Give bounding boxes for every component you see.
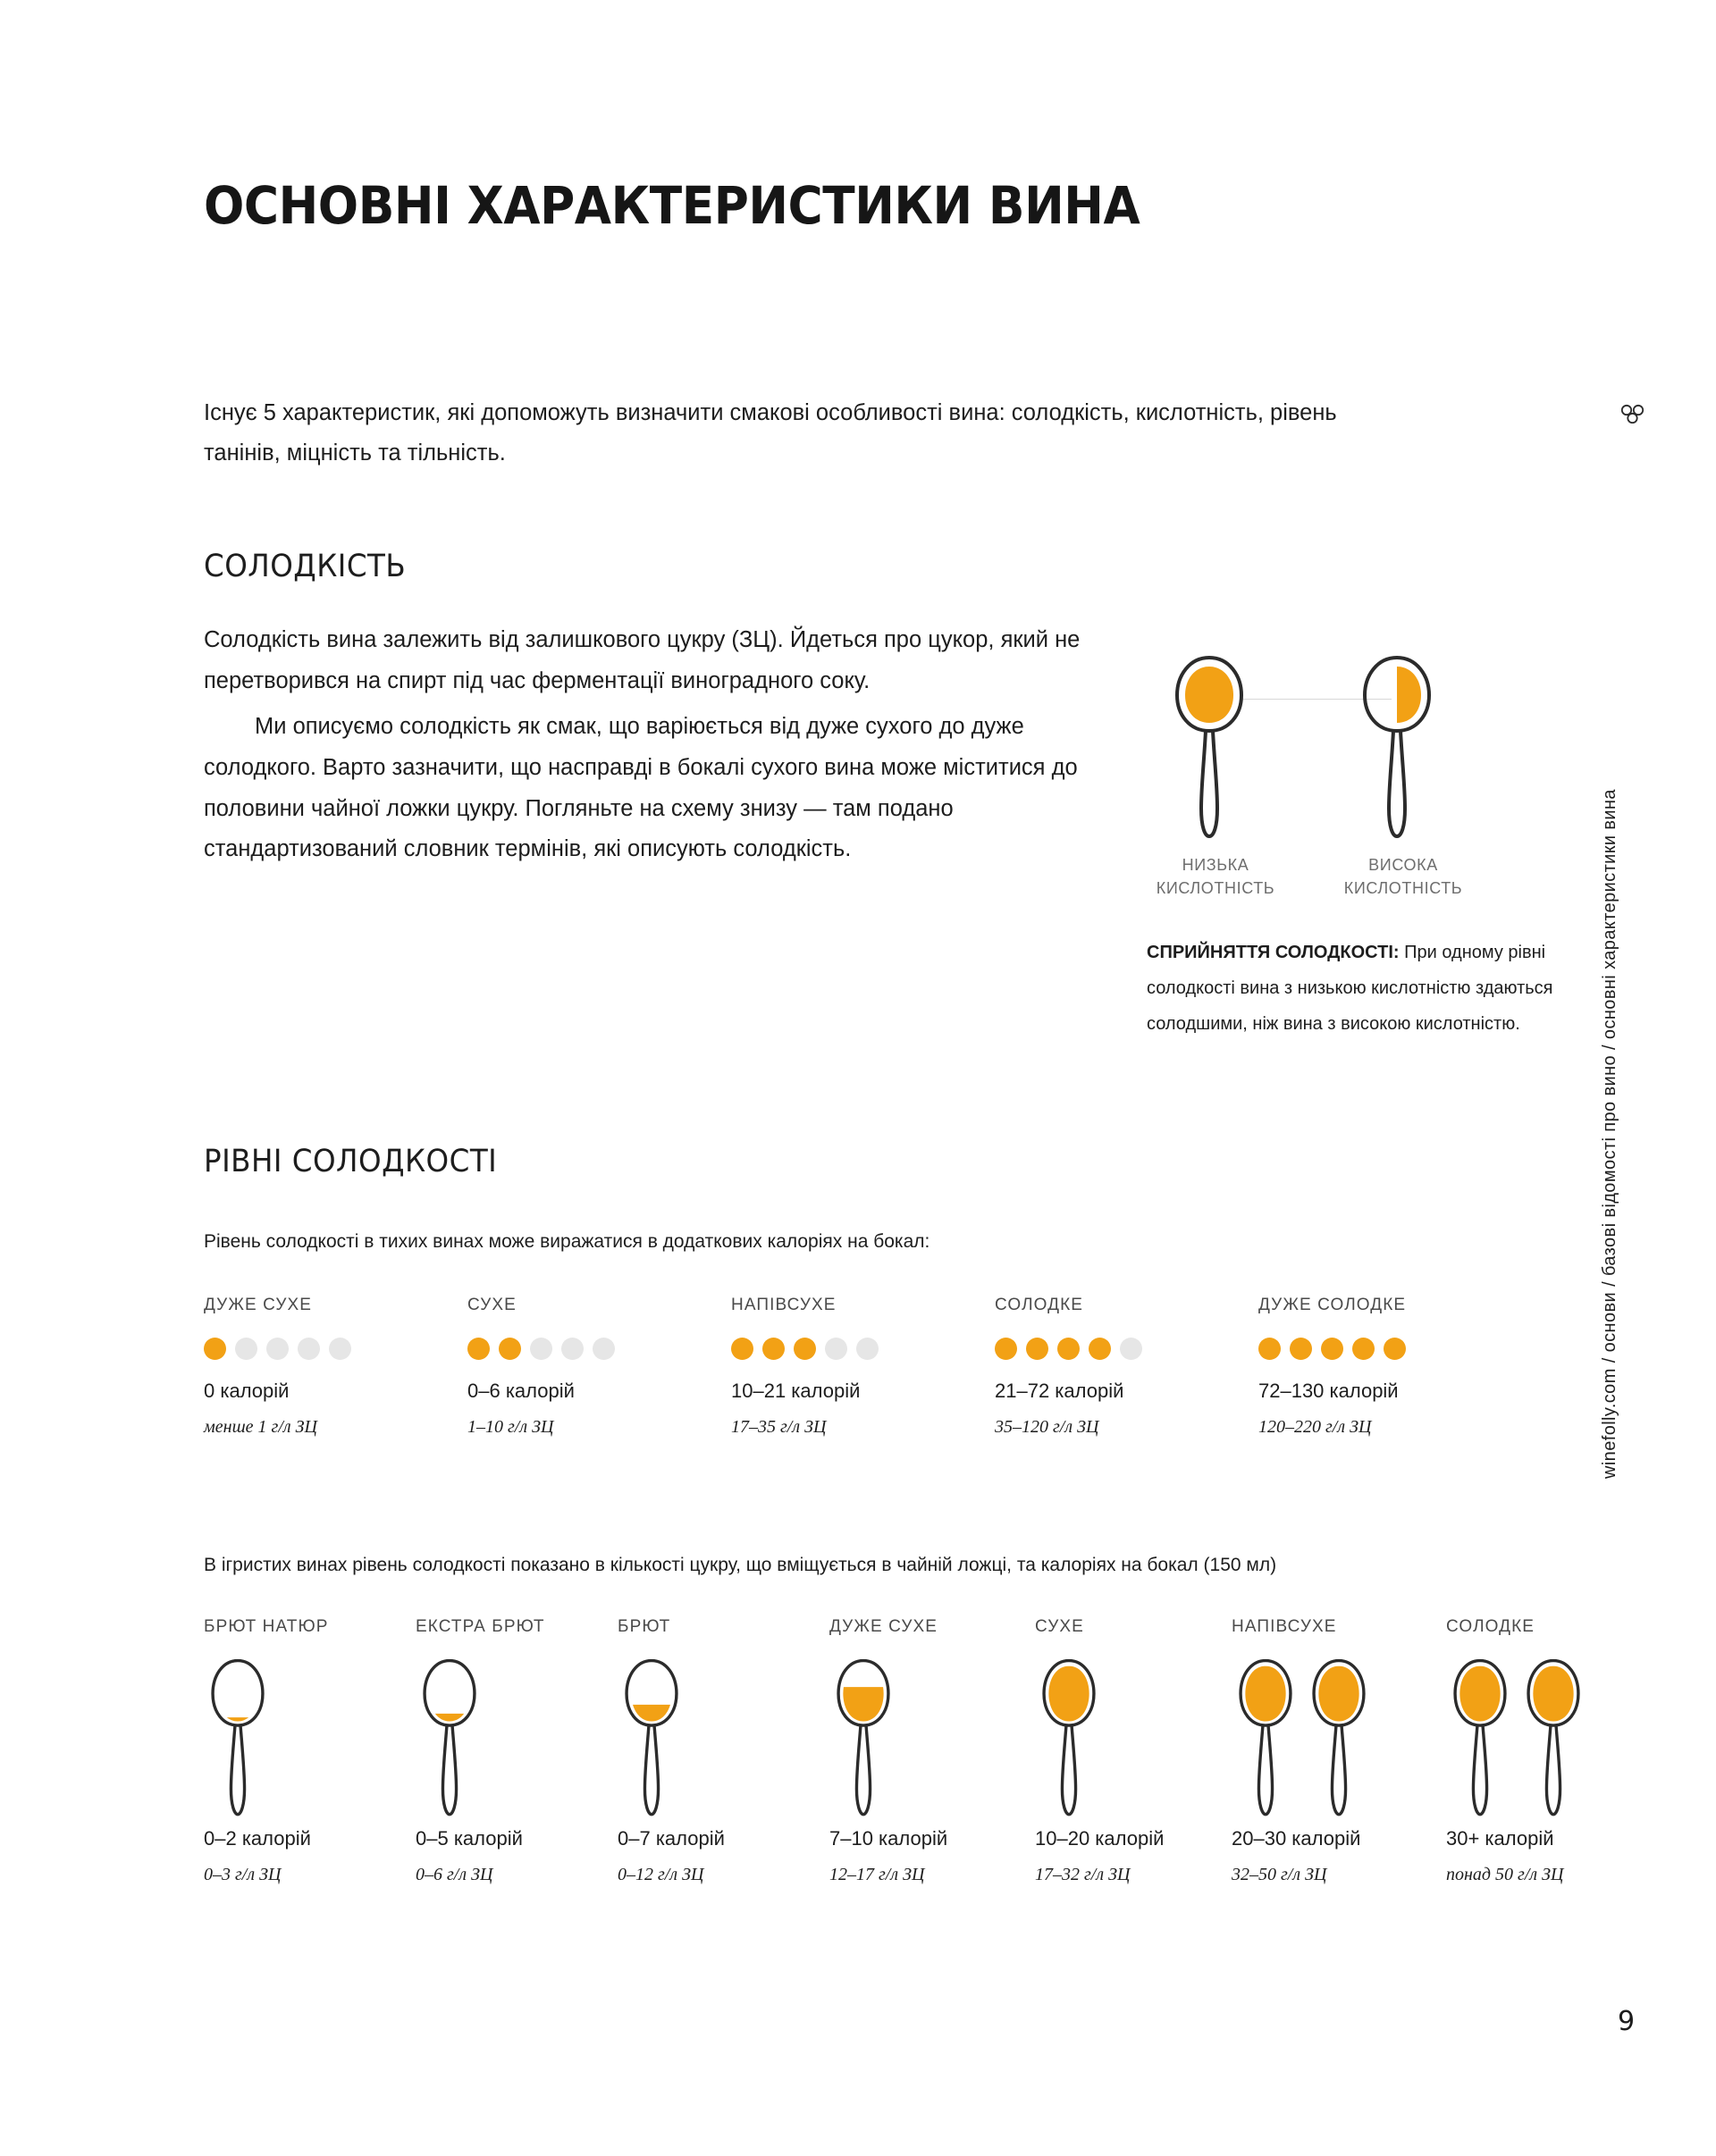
sweetness-dot <box>1258 1338 1281 1360</box>
acidity-label-high: ВИСОКА КИСЛОТНІСТЬ <box>1343 856 1463 898</box>
acidity-figure <box>1147 652 1495 911</box>
acidity-label-low: НИЗЬКА КИСЛОТНІСТЬ <box>1156 856 1275 898</box>
still-level-column <box>995 1296 1263 1438</box>
sweetness-dot <box>1352 1338 1375 1360</box>
sweetness-dot <box>762 1338 785 1360</box>
sparkling-residual-sugar-value: 17–32 г/л ЗЦ <box>1035 1865 1131 1884</box>
still-level-label: ДУЖЕ СОЛОДКЕ <box>1258 1296 1407 1314</box>
sweetness-dot <box>1384 1338 1406 1360</box>
still-level-label: СУХЕ <box>467 1296 517 1314</box>
sparkling-calories-value: 20–30 калорій <box>1232 1827 1361 1850</box>
sparkling-level-label: БРЮТ НАТЮР <box>204 1617 329 1636</box>
sweetness-dot <box>1290 1338 1312 1360</box>
sweetness-dot <box>235 1338 257 1360</box>
still-level-column <box>467 1296 736 1438</box>
sparkling-residual-sugar-value: 0–12 г/л ЗЦ <box>618 1865 704 1884</box>
still-level-label: ДУЖЕ СУХЕ <box>204 1296 313 1314</box>
intro-paragraph: Існує 5 характеристик, які допоможуть визначити смакові особливості вина: солодкість, кислотність, рівень танінів, міцність та тільність. <box>204 400 1337 466</box>
sweetness-dot <box>266 1338 289 1360</box>
page-number: 9 <box>1618 2006 1636 2037</box>
sweetness-dot <box>329 1338 351 1360</box>
sweetness-dot <box>593 1338 615 1360</box>
still-residual-sugar-value: 120–220 г/л ЗЦ <box>1258 1417 1372 1437</box>
sparkling-residual-sugar-value: понад 50 г/л ЗЦ <box>1446 1865 1564 1884</box>
sparkling-calories-value: 10–20 калорій <box>1035 1827 1165 1850</box>
acidity-caption <box>1147 935 1571 1042</box>
spoon-icon <box>1305 1657 1373 1822</box>
caption-body: При одному рівні солодкості вина з низькою кислотністю здаються солодшими, ніж вина з високою кислотністю. <box>1147 943 1553 1034</box>
heading-sweetness: СОЛОДКІСТЬ <box>204 549 407 584</box>
sparkling-level-column <box>416 1617 621 1885</box>
sparkling-calories-value: 0–7 калорій <box>618 1827 725 1850</box>
sweetness-dot <box>1057 1338 1080 1360</box>
sparkling-residual-sugar-value: 0–6 г/л ЗЦ <box>416 1865 493 1884</box>
spoon-icon <box>1035 1657 1103 1822</box>
still-level-column <box>204 1296 472 1438</box>
sweetness-dot-meter <box>1258 1338 1527 1360</box>
sparkling-level-label: ЕКСТРА БРЮТ <box>416 1617 545 1636</box>
sparkling-level-column <box>1035 1617 1241 1885</box>
sparkling-calories-value: 7–10 калорій <box>829 1827 948 1850</box>
sweetness-dot-meter <box>731 1338 999 1360</box>
spoon-icon <box>829 1657 897 1822</box>
winefolly-logo-icon <box>1619 404 1646 424</box>
spoon-icon <box>1232 1657 1300 1822</box>
sidebar-breadcrumb <box>1600 407 1620 1479</box>
sweetness-dot <box>530 1338 552 1360</box>
still-level-label: СОЛОДКЕ <box>995 1296 1084 1314</box>
sweetness-dot <box>467 1338 490 1360</box>
sweetness-dot-meter <box>204 1338 472 1360</box>
spoon-icon <box>416 1657 484 1822</box>
still-residual-sugar-value: менше 1 г/л ЗЦ <box>204 1417 317 1437</box>
spoon-meter <box>1035 1657 1241 1822</box>
spoon-meter <box>1232 1657 1437 1822</box>
still-residual-sugar-value: 35–120 г/л ЗЦ <box>995 1417 1099 1437</box>
sparkling-level-column <box>618 1617 823 1885</box>
still-level-column <box>731 1296 999 1438</box>
sweetness-paragraph-2: Ми описуємо солодкість як смак, що варіюється від дуже сухого до дуже солодкого. Варто зазначити, що насправді в бокалі сухого вина може міститися до половини чайної ложки цукру. Погляньте на схему знизу — там подано стандартизований словник термінів, які описують солодкість. <box>204 714 1078 862</box>
spoon-icon <box>1519 1657 1587 1822</box>
still-residual-sugar-value: 1–10 г/л ЗЦ <box>467 1417 554 1437</box>
sweetness-dot <box>1321 1338 1343 1360</box>
sweetness-dot <box>499 1338 521 1360</box>
sweetness-dot <box>825 1338 847 1360</box>
sparkling-level-label: СУХЕ <box>1035 1617 1084 1636</box>
sparkling-level-label: БРЮТ <box>618 1617 671 1636</box>
still-wines-note: Рівень солодкості в тихих винах може виражатися в додаткових калоріях на бокал: <box>204 1231 930 1252</box>
still-calories-value: 0 калорій <box>204 1380 290 1402</box>
page-title: ОСНОВНІ ХАРАКТЕРИСТИКИ ВИНА <box>204 175 1140 236</box>
still-calories-value: 0–6 калорій <box>467 1380 575 1402</box>
sweetness-dot <box>1089 1338 1111 1360</box>
sparkling-calories-value: 30+ калорій <box>1446 1827 1554 1850</box>
spoon-high-acidity-icon <box>1352 652 1442 844</box>
sparkling-wines-note: В ігристих винах рівень солодкості показано в кількості цукру, що вміщується в чайній ложці, та калоріях на бокал (150 мл) <box>204 1555 1277 1575</box>
sweetness-dot <box>731 1338 753 1360</box>
sparkling-level-label: СОЛОДКЕ <box>1446 1617 1535 1636</box>
sparkling-residual-sugar-value: 32–50 г/л ЗЦ <box>1232 1865 1327 1884</box>
sparkling-level-column <box>204 1617 409 1885</box>
spoon-meter <box>1446 1657 1652 1822</box>
sparkling-calories-value: 0–5 калорій <box>416 1827 523 1850</box>
sparkling-level-label: НАПІВСУХЕ <box>1232 1617 1337 1636</box>
sidebar-breadcrumb-text: winefolly.com / основи / базові відомості про вино / основні характеристики вина <box>1600 789 1619 1479</box>
sparkling-residual-sugar-value: 0–3 г/л ЗЦ <box>204 1865 282 1884</box>
still-calories-value: 21–72 калорій <box>995 1380 1124 1402</box>
sparkling-level-column <box>1446 1617 1652 1885</box>
spoon-meter <box>204 1657 409 1822</box>
caption-lead: СПРИЙНЯТТЯ СОЛОДКОСТІ: <box>1147 943 1400 962</box>
heading-sweetness-levels: РІВНІ СОЛОДКОСТІ <box>204 1144 498 1179</box>
sparkling-level-column <box>1232 1617 1437 1885</box>
sparkling-level-label: ДУЖЕ СУХЕ <box>829 1617 938 1636</box>
spoon-low-acidity-icon <box>1165 652 1254 844</box>
sparkling-calories-value: 0–2 калорій <box>204 1827 311 1850</box>
sweetness-dot <box>1120 1338 1142 1360</box>
spoon-icon <box>204 1657 272 1822</box>
spoon-meter <box>618 1657 823 1822</box>
sparkling-level-column <box>829 1617 1035 1885</box>
still-level-column <box>1258 1296 1527 1438</box>
still-calories-value: 10–21 калорій <box>731 1380 861 1402</box>
spoon-icon <box>1446 1657 1514 1822</box>
spoon-icon <box>618 1657 686 1822</box>
sweetness-paragraph-1: Солодкість вина залежить від залишкового цукру (ЗЦ). Йдеться про цукор, який не перетворився на спирт під час ферментації виноградного соку. <box>204 627 1081 693</box>
spoon-meter <box>416 1657 621 1822</box>
spoon-meter <box>829 1657 1035 1822</box>
sweetness-dot <box>995 1338 1017 1360</box>
sweetness-body <box>204 620 1102 870</box>
sweetness-dot <box>204 1338 226 1360</box>
sweetness-dot <box>794 1338 816 1360</box>
still-residual-sugar-value: 17–35 г/л ЗЦ <box>731 1417 827 1437</box>
sweetness-dot <box>561 1338 584 1360</box>
sweetness-dot <box>298 1338 320 1360</box>
still-calories-value: 72–130 калорій <box>1258 1380 1399 1402</box>
sweetness-dot-meter <box>995 1338 1263 1360</box>
sparkling-residual-sugar-value: 12–17 г/л ЗЦ <box>829 1865 925 1884</box>
sweetness-dot <box>856 1338 879 1360</box>
still-level-label: НАПІВСУХЕ <box>731 1296 837 1314</box>
sweetness-dot <box>1026 1338 1048 1360</box>
sweetness-dot-meter <box>467 1338 736 1360</box>
